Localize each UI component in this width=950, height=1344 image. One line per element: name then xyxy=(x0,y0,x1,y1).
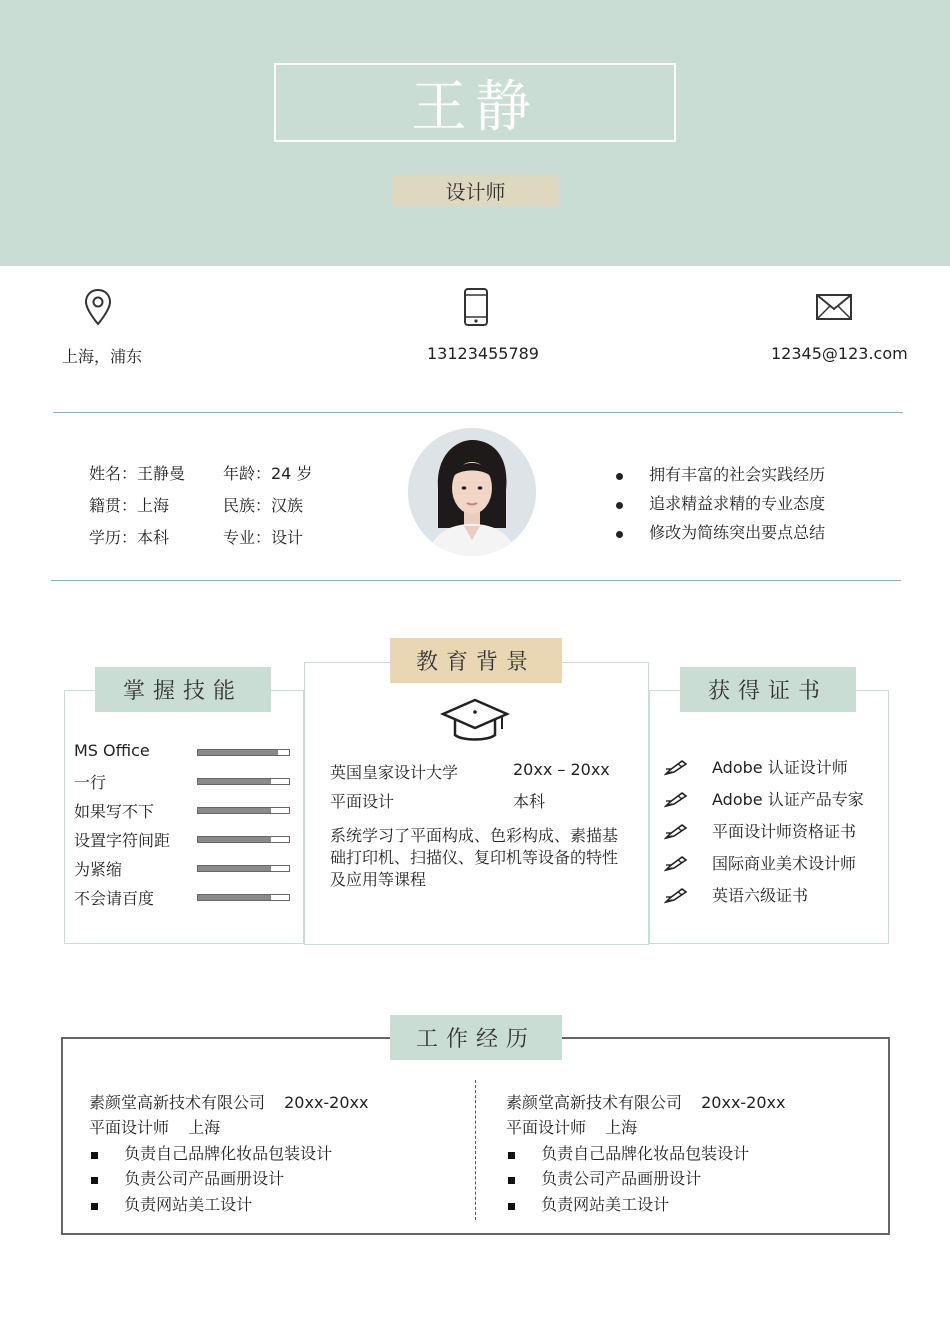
course-description: 系统学习了平面构成、色彩构成、素描基础打印机、扫描仪、复印机等设备的特性及应用等课程 xyxy=(330,826,619,889)
education-title: 教育背景 xyxy=(390,638,562,683)
pen-icon xyxy=(664,790,700,808)
certificate-item xyxy=(664,787,864,810)
skill-level-bar xyxy=(197,749,290,756)
bullet-square xyxy=(508,1203,515,1210)
bullet-square xyxy=(508,1177,515,1184)
skills-title: 掌握技能 xyxy=(95,667,271,712)
job-title: 设计师 xyxy=(445,180,506,204)
profile-photo xyxy=(408,428,536,556)
envelope-icon xyxy=(814,287,854,331)
duty-item: 负责网站美工设计 xyxy=(508,1192,669,1215)
job-header xyxy=(89,1090,368,1113)
job-title-tag xyxy=(392,175,559,206)
graduation-cap-icon xyxy=(440,697,510,747)
duty-item: 负责公司产品画册设计 xyxy=(91,1166,284,1189)
skill-level-fill xyxy=(198,750,278,755)
skill-level-bar xyxy=(197,807,290,814)
duty-item: 负责自己品牌化妆品包装设计 xyxy=(508,1141,749,1164)
duty-item: 负责公司产品画册设计 xyxy=(508,1166,701,1189)
skill-label: 如果写不下 xyxy=(74,802,155,821)
highlight-item: 追求精益求精的专业态度 xyxy=(616,491,825,514)
certificate-item xyxy=(664,755,848,778)
skill-level-bar xyxy=(197,865,290,872)
bullet-dot xyxy=(616,502,623,509)
job-period: 20xx-20xx xyxy=(701,1093,786,1112)
skill-level-fill xyxy=(198,895,271,900)
pen-icon xyxy=(664,822,700,840)
skill-label: 一行 xyxy=(74,773,107,792)
pen-icon xyxy=(664,886,700,904)
job-role: 平面设计师 xyxy=(506,1118,587,1137)
bullet-square xyxy=(91,1177,98,1184)
certificates-title: 获得证书 xyxy=(680,667,856,712)
certificate-label: 平面设计师资格证书 xyxy=(712,822,857,841)
skill-level-bar xyxy=(197,836,290,843)
duty-item: 负责网站美工设计 xyxy=(91,1192,252,1215)
duty-item: 负责自己品牌化妆品包装设计 xyxy=(91,1141,332,1164)
skill-level-fill xyxy=(198,779,271,784)
certificate-label: 英语六级证书 xyxy=(712,886,809,905)
phone-icon xyxy=(456,287,496,331)
job-role-line xyxy=(506,1115,637,1138)
school-name: 英国皇家设计大学 xyxy=(330,763,459,782)
bullet-square xyxy=(91,1152,98,1159)
name-frame xyxy=(274,63,676,142)
pen-icon xyxy=(664,854,700,872)
location-pin-icon xyxy=(78,287,118,331)
bullet-square xyxy=(508,1152,515,1159)
work-column-divider xyxy=(475,1080,476,1220)
info-ethnicity: 民族：汉族 xyxy=(223,496,304,515)
location-text: 上海，浦东 xyxy=(62,347,143,366)
skill-label: 为紧缩 xyxy=(74,860,123,879)
company-name: 素颜堂高新技术有限公司 xyxy=(89,1093,266,1112)
skill-label: 不会请百度 xyxy=(74,889,155,908)
highlight-item: 拥有丰富的社会实践经历 xyxy=(616,462,825,485)
phone-text: 13123455789 xyxy=(427,344,539,363)
info-education: 学历：本科 xyxy=(89,528,170,547)
job-header xyxy=(506,1090,785,1113)
skill-level-bar xyxy=(197,894,290,901)
divider-top xyxy=(53,412,903,413)
job-period: 20xx-20xx xyxy=(284,1093,369,1112)
company-name: 素颜堂高新技术有限公司 xyxy=(506,1093,683,1112)
job-city: 上海 xyxy=(605,1118,638,1137)
bullet-square xyxy=(91,1203,98,1210)
school-period: 20xx – 20xx xyxy=(513,760,610,779)
info-name: 姓名：王静曼 xyxy=(89,464,186,483)
info-age: 年龄：24 岁 xyxy=(223,464,313,483)
certificate-label: 国际商业美术设计师 xyxy=(712,854,857,873)
major-name: 平面设计 xyxy=(330,792,395,811)
job-city: 上海 xyxy=(188,1118,221,1137)
work-title: 工作经历 xyxy=(390,1015,562,1060)
info-origin: 籍贯：上海 xyxy=(89,496,170,515)
job-role: 平面设计师 xyxy=(89,1118,170,1137)
divider-bottom xyxy=(51,580,901,581)
certificate-item xyxy=(664,819,856,842)
skill-label: 设置字符间距 xyxy=(74,831,171,850)
pen-icon xyxy=(664,758,700,776)
skill-level-fill xyxy=(198,866,271,871)
certificate-item xyxy=(664,883,808,906)
bullet-dot xyxy=(616,531,623,538)
degree: 本科 xyxy=(513,792,546,811)
skill-level-fill xyxy=(198,837,271,842)
certificate-label: Adobe 认证设计师 xyxy=(712,758,848,777)
email-text: 12345@123.com xyxy=(771,344,908,363)
info-major: 专业：设计 xyxy=(223,528,304,547)
highlight-item: 修改为简练突出要点总结 xyxy=(616,520,825,543)
skill-label: MS Office xyxy=(74,741,150,760)
skill-level-bar xyxy=(197,778,290,785)
bullet-dot xyxy=(616,473,623,480)
candidate-name: 王静 xyxy=(411,74,539,140)
certificate-item xyxy=(664,851,856,874)
skill-level-fill xyxy=(198,808,271,813)
certificate-label: Adobe 认证产品专家 xyxy=(712,790,864,809)
job-role-line xyxy=(89,1115,220,1138)
